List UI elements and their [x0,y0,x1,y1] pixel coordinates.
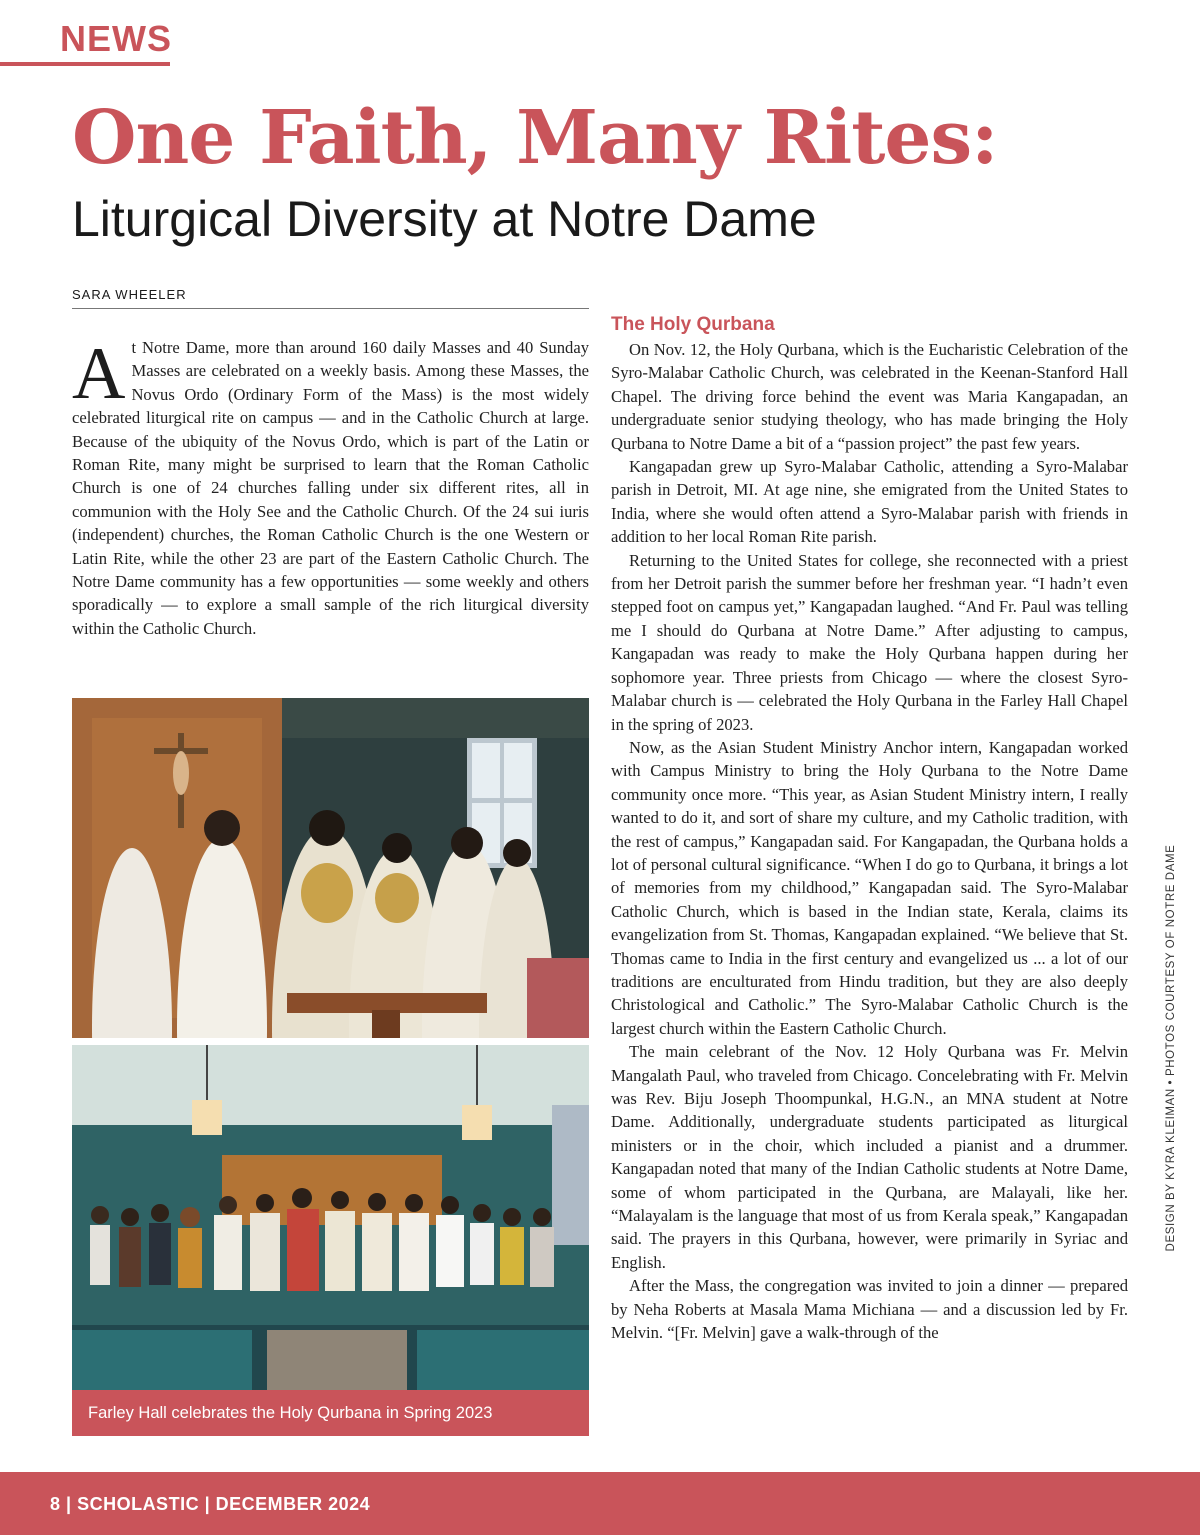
photo-caption: Farley Hall celebrates the Holy Qurbana in Spring 2023 [72,1390,589,1436]
body-paragraph: Returning to the United States for college, she reconnected with a priest from her Detroit parish the summer before her freshman year. “I hadn’t even stepped foot on campus yet,” Kangapadan laughed. “And Fr. Paul was telling me I should do Qurbana at Notre Dame.” After adjusting to campus, Kangapadan was ready to make the Holy Qurbana happen during her sophomore year. Three priests from Chicago — where the closest Syro-Malabar church is — celebrated the Holy Qurbana in the Farley Hall Chapel in the spring of 2023. [611,550,1128,734]
right-column [611,312,1128,1344]
intro-paragraph [72,333,589,640]
section-heading: The Holy Qurbana [611,314,775,335]
byline-rule [72,308,589,309]
section-tag-underline [0,62,170,66]
section-tag: NEWS [60,18,172,59]
body-paragraph: After the Mass, the congregation was invited to join a dinner — prepared by Neha Roberts at Masala Mama Michiana — and a discussion led by Fr. Melvin. “[Fr. Melvin] gave a walk-through of the [611,1276,1128,1343]
publication-name: SCHOLASTIC [77,1494,200,1514]
byline: SARA WHEELER [72,287,187,302]
photo-chapel-altar-illustration [72,698,589,1038]
body-paragraph: The main celebrant of the Nov. 12 Holy Qurbana was Fr. Melvin Mangalath Paul, who traveled from Chicago. Concelebrating with Fr. Melvin was Rev. Biju Joseph Thoompunkal, H.G.N., an MNA student at Notre Dame. Additionally, undergraduate students participated as liturgical ministers or in the choir, which included a pianist and a drummer. Kangapadan noted that many of the Indian Catholic students at Notre Dame, some of whom participated in the Qurbana, are Malayali, like her. “Malayalam is the language that most of us from Kerala speak,” Kangapadan said. The prayers in this Qurbana, however, were primarily in Syriac and English. [611,1042,1128,1272]
page-number: 8 [50,1494,61,1514]
body-paragraph: On Nov. 12, the Holy Qurbana, which is the Eucharistic Celebration of the Syro-Malabar Catholic Church, was celebrated in the Keenan-Stanford Hall Chapel. The driving force behind the event was Maria Kangapadan, an undergraduate senior studying theology, who has made bringing the Holy Qurbana to Notre Dame a bit of a “passion project” the past few years. [611,340,1128,453]
body-paragraph: Now, as the Asian Student Ministry Anchor intern, Kangapadan worked with Campus Ministry to bring the Holy Qurbana to the Notre Dame community once more. “This year, as Asian Student Ministry intern, I really wanted to do it, and sort of share my culture, and my Catholic tradition, with the rest of campus,” Kangapadan said. For Kangapadan, the Qurbana holds a lot of personal cultural significance. “When I do go to Qurbana, it brings a lot of memories from my childhood,” Kangapadan said. The Syro-Malabar Catholic Church, which is based in the Indian state, Kerala, claims its evangelization from St. Thomas, Kangapadan explained. “We believe that St. Thomas came to India in the first century and evangelized us ... a lot of our traditions are enculturated from Hindu tradition, but they are also deeply Christological and Catholic.” The Syro-Malabar Catholic Church is the largest church within the Eastern Catholic Church. [611,737,1128,1038]
intro-text: t Notre Dame, more than around 160 daily Masses and 40 Sunday Masses are celebrated on a weekly basis. Among these Masses, the Novus Ordo (Ordinary Form of the Mass) is the most widely celebrated liturgical rite on campus — and in the Catholic Church at large. Because of the ubiquity of the Novus Ordo, which is part of the Latin or Roman Rite, many might be surprised to learn that the Roman Catholic Church is one of 24 churches falling under six different rites, all in communion with the Holy See and the Catholic Church. Of the 24 sui iuris (independent) churches, the Roman Catholic Church is the one Western or Latin Rite, while the other 23 are part of the Eastern Catholic Church. The Notre Dame community has a few opportunities — some weekly and others sporadically — to explore a small sample of the rich liturgical diversity within the Catholic Church. [72,338,589,638]
body-paragraph: Kangapadan grew up Syro-Malabar Catholic, attending a Syro-Malabar parish in Detroit, MI. At age nine, she emigrated from the United States to India, where she would often attend a Syro-Malabar parish with friends in addition to her local Roman Rite parish. [611,457,1128,547]
subheadline: Liturgical Diversity at Notre Dame [72,191,817,247]
footer-text: 8 | SCHOLASTIC | DECEMBER 2024 [50,1494,371,1514]
photo-chapel-altar [72,698,589,1038]
page-footer [0,1472,1200,1535]
issue-date: DECEMBER 2024 [215,1494,371,1514]
photo-credit: DESIGN BY KYRA KLEIMAN • PHOTOS COURTESY OF NOTRE DAME [1165,844,1177,1252]
photo-group-portrait [72,1045,589,1390]
photo-group-portrait-illustration [72,1045,589,1390]
drop-cap: A [72,333,126,415]
headline: One Faith, Many Rites: [72,95,998,181]
